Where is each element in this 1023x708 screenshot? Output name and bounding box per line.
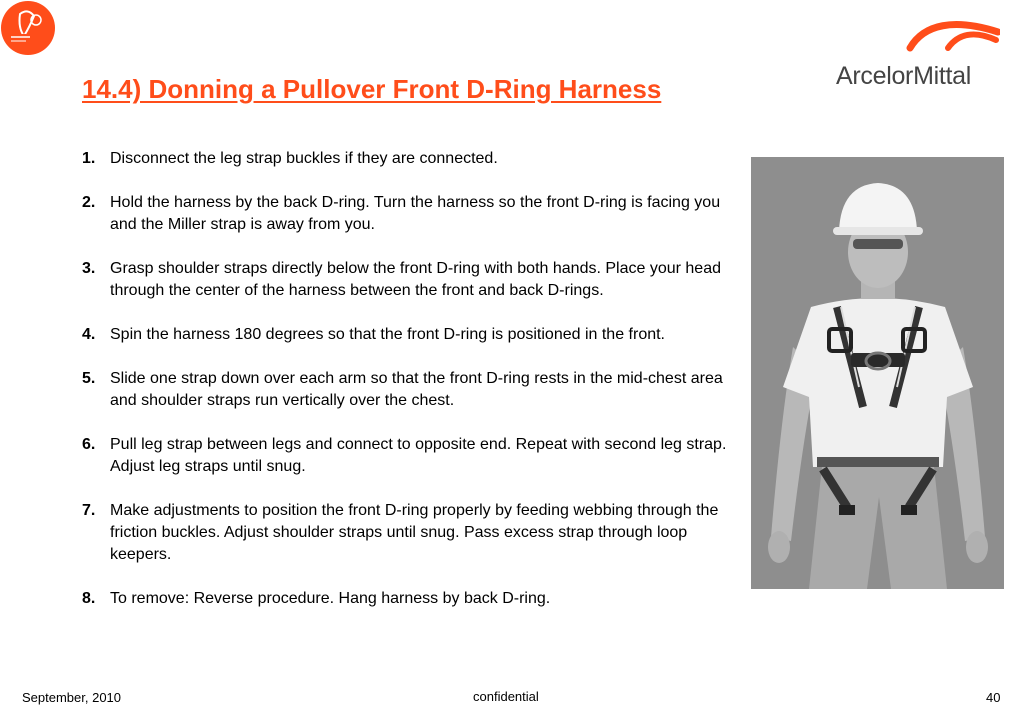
step-text: Pull leg strap between legs and connect to opposite end. Repeat with second leg strap. Adjust leg straps until snug.	[110, 436, 727, 475]
step-text: Slide one strap down over each arm so that the front D-ring rests in the mid-chest area and shoulder straps run vertically over the chest.	[110, 370, 723, 409]
step-text: Grasp shoulder straps directly below the front D-ring with both hands. Place your head through the center of the harness between the front and back D-rings.	[110, 260, 721, 299]
step-number: 1.	[82, 150, 96, 167]
list-item	[82, 368, 727, 412]
list-item	[82, 148, 727, 170]
list-item	[82, 434, 727, 478]
footer-date: September, 2010	[22, 690, 122, 705]
harness-worker-photo	[751, 157, 1004, 589]
list-item	[82, 192, 727, 236]
step-text: Make adjustments to position the front D-ring properly by feeding webbing through the friction buckles. Adjust shoulder straps until snug. Pass excess strap through loop keepers.	[110, 502, 719, 563]
page-title: 14.4) Donning a Pullover Front D-Ring Harness	[82, 74, 662, 104]
step-number: 7.	[82, 502, 96, 519]
instruction-list	[82, 148, 727, 632]
step-number: 6.	[82, 436, 96, 453]
list-item	[82, 500, 727, 566]
step-text: Spin the harness 180 degrees so that the front D-ring is positioned in the front.	[110, 326, 665, 343]
step-text: Disconnect the leg strap buckles if they are connected.	[110, 150, 498, 167]
arcelormittal-logo	[830, 18, 1000, 98]
step-number: 4.	[82, 326, 96, 343]
page-number: 40	[986, 690, 1001, 705]
step-number: 3.	[82, 260, 96, 277]
list-item	[82, 588, 727, 610]
arcelormittal-swoosh-icon	[904, 18, 1000, 52]
health-safety-badge-icon	[0, 0, 56, 56]
list-item	[82, 258, 727, 302]
step-number: 2.	[82, 194, 96, 211]
footer-confidentiality: confidential	[473, 689, 539, 704]
list-item	[82, 324, 727, 346]
step-text: Hold the harness by the back D-ring. Turn the harness so the front D-ring is facing you and the Miller strap is away from you.	[110, 194, 721, 233]
brand-wordmark: ArcelorMittal	[836, 62, 972, 90]
step-number: 8.	[82, 590, 96, 607]
step-text: To remove: Reverse procedure. Hang harness by back D-ring.	[110, 590, 551, 607]
step-number: 5.	[82, 370, 96, 387]
